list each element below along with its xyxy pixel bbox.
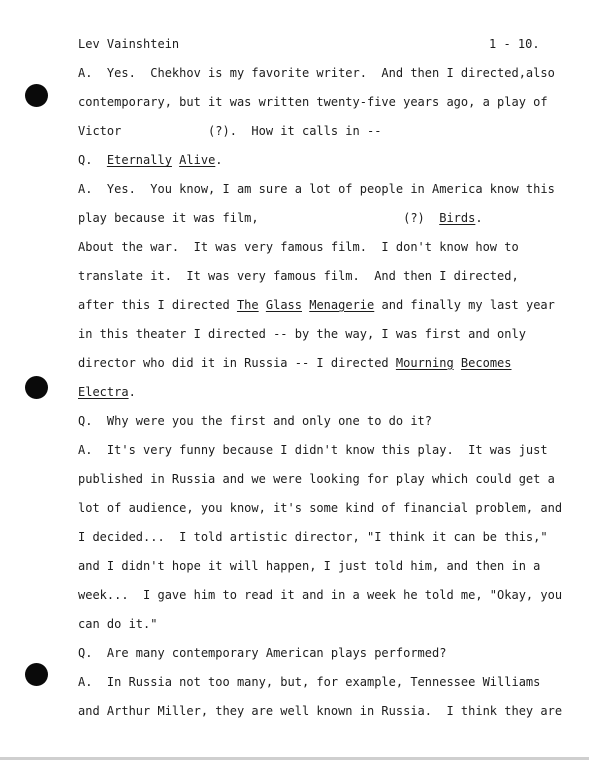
play-title: The: [236, 298, 259, 312]
transcript-line: A. It's very funny because I didn't know this play. It was just: [78, 443, 548, 457]
transcript-line: Q. Are many contemporary American plays performed?: [78, 646, 447, 660]
transcript-line: play because it was film, (?) Birds.: [78, 211, 483, 225]
transcript-line: Q. Why were you the first and only one to do it?: [78, 414, 433, 428]
transcript-line: and Arthur Miller, they are well known in Russia. I think they are: [78, 704, 563, 718]
transcript-line: Victor (?). How it calls in --: [78, 124, 382, 138]
interviewee-name: Lev Vainshtein: [78, 37, 180, 51]
binder-hole: [25, 663, 48, 686]
transcript-line: and I didn't hope it will happen, I just told him, and then in a: [78, 559, 541, 573]
transcript-line: About the war. It was very famous film. I don't know how to: [78, 240, 519, 254]
film-title: Birds: [439, 211, 476, 225]
transcript-line: A. In Russia not too many, but, for example, Tennessee Williams: [78, 675, 541, 689]
binder-hole: [25, 84, 48, 107]
binder-hole: [25, 376, 48, 399]
transcript-line: I decided... I told artistic director, "I think it can be this,": [78, 530, 548, 544]
transcript-line: contemporary, but it was written twenty-five years ago, a play of: [78, 95, 548, 109]
transcript-line: in this theater I directed -- by the way, I was first and only: [78, 327, 526, 341]
transcript-line: after this I directed The Glass Menagerie and finally my last year: [78, 298, 555, 312]
play-title: Electra: [78, 385, 129, 399]
play-title: Eternally: [106, 153, 172, 167]
play-title: Becomes: [460, 356, 512, 370]
transcript-line: A. Yes. You know, I am sure a lot of people in America know this: [78, 182, 555, 196]
play-title: Mourning: [395, 356, 454, 370]
transcript-line: director who did it in Russia -- I directed Mourning Becomes: [78, 356, 512, 370]
transcript-line: week... I gave him to read it and in a week he told me, "Okay, you: [78, 588, 563, 602]
transcript-line: A. Yes. Chekhov is my favorite writer. And then I directed,also: [78, 66, 555, 80]
transcript-line: Electra.: [78, 385, 136, 399]
transcript-line: can do it.": [78, 617, 158, 631]
play-title: Menagerie: [309, 298, 375, 312]
transcript-line: published in Russia and we were looking for play which could get a: [78, 472, 555, 486]
transcript-line: Q. Eternally Alive.: [78, 153, 223, 167]
transcript-line: translate it. It was very famous film. And then I directed,: [78, 269, 519, 283]
play-title: Alive: [179, 153, 216, 167]
page-number: 1 - 10.: [489, 37, 540, 51]
transcript-line: lot of audience, you know, it's some kind of financial problem, and: [78, 501, 563, 515]
play-title: Glass: [265, 298, 302, 312]
